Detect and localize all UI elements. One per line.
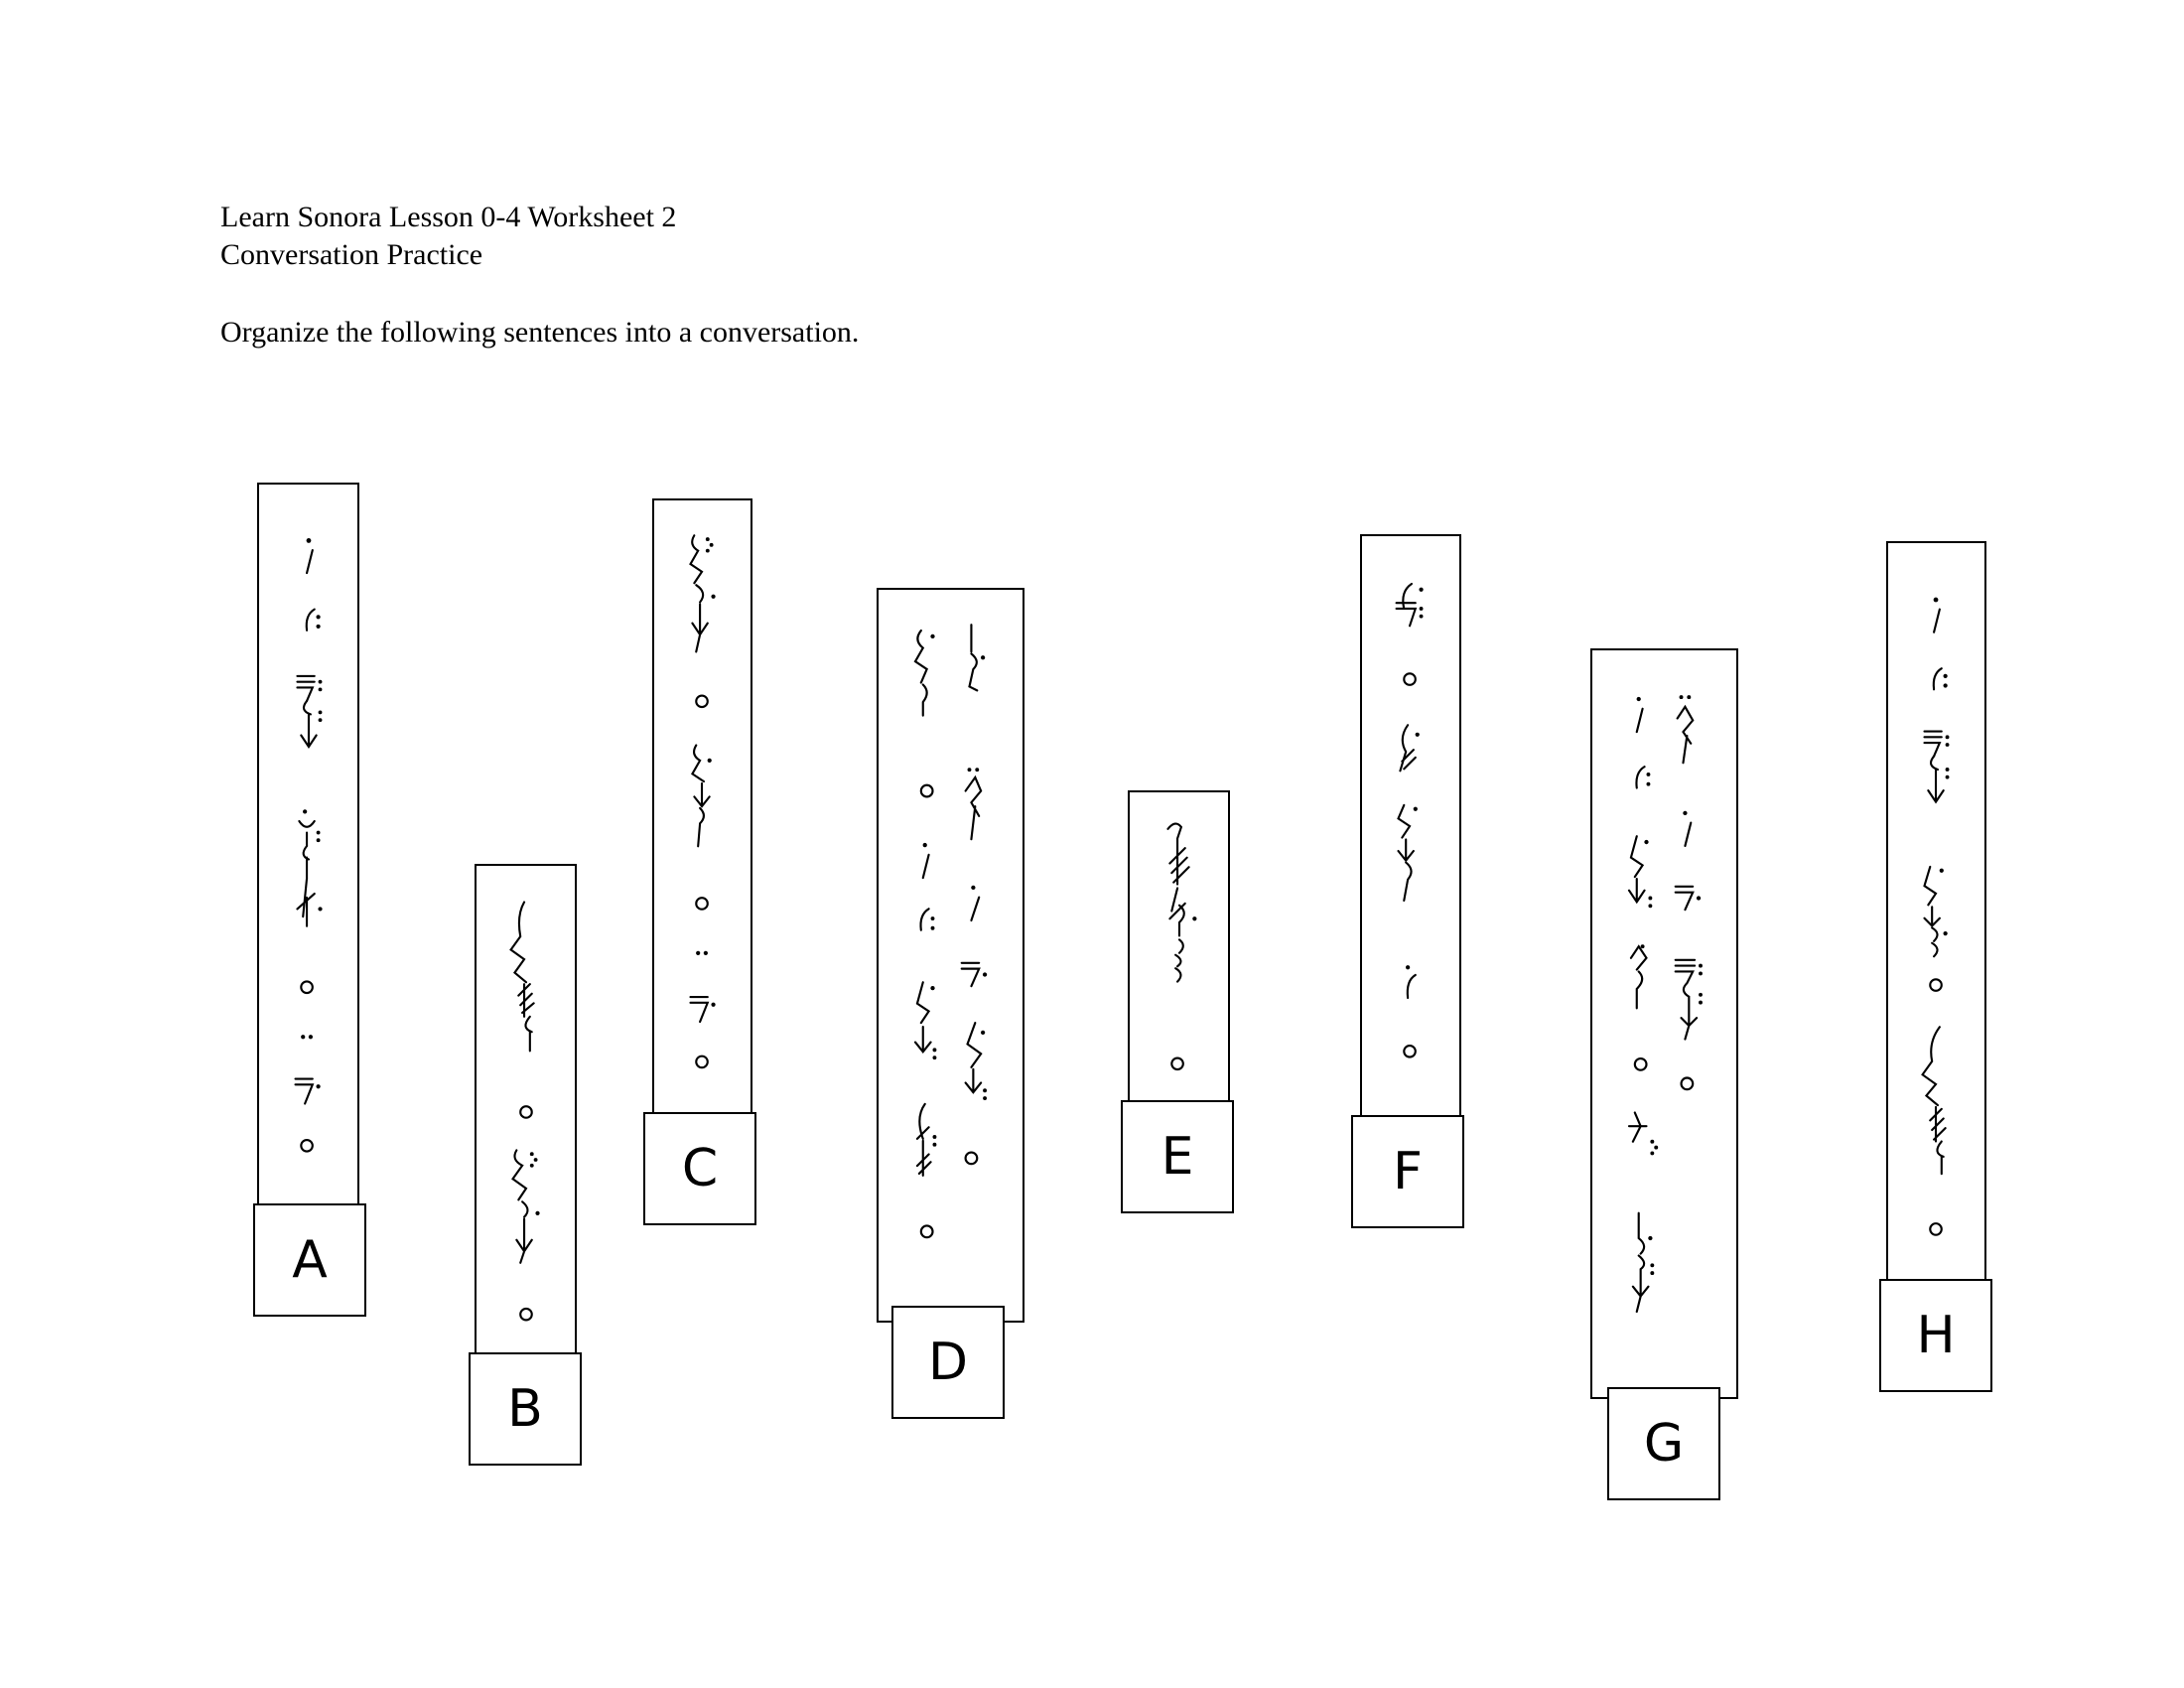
sonora-script-glyphs bbox=[259, 485, 357, 1207]
sentence-strip-g bbox=[1590, 648, 1738, 1399]
sentence-strip-e bbox=[1128, 790, 1230, 1106]
sentence-strip-h bbox=[1886, 541, 1986, 1286]
card-label-a: A bbox=[253, 1203, 366, 1317]
card-label-h: H bbox=[1879, 1279, 1992, 1392]
worksheet-subtitle: Conversation Practice bbox=[220, 238, 483, 271]
card-label-e: E bbox=[1121, 1100, 1234, 1213]
card-label-d: D bbox=[891, 1306, 1005, 1419]
sonora-script-glyphs bbox=[1362, 536, 1459, 1118]
card-label-f: F bbox=[1351, 1115, 1464, 1228]
card-label-g: G bbox=[1607, 1387, 1720, 1500]
sentence-strip-b bbox=[475, 864, 577, 1357]
sonora-script-glyphs bbox=[477, 866, 575, 1355]
card-label-b: B bbox=[469, 1352, 582, 1466]
sentence-strip-d bbox=[877, 588, 1024, 1323]
worksheet-title: Learn Sonora Lesson 0-4 Worksheet 2 bbox=[220, 201, 677, 233]
sonora-script-glyphs bbox=[654, 500, 751, 1112]
sonora-script-glyphs bbox=[1130, 792, 1228, 1104]
worksheet-instruction: Organize the following sentences into a conversation. bbox=[220, 316, 860, 349]
sonora-script-glyphs bbox=[1592, 650, 1736, 1397]
sentence-strip-a bbox=[257, 483, 359, 1209]
sentence-strip-f bbox=[1360, 534, 1461, 1120]
card-label-c: C bbox=[643, 1112, 756, 1225]
sonora-script-glyphs bbox=[879, 590, 1023, 1321]
sentence-strip-c bbox=[652, 498, 752, 1114]
sonora-script-glyphs bbox=[1888, 543, 1984, 1284]
